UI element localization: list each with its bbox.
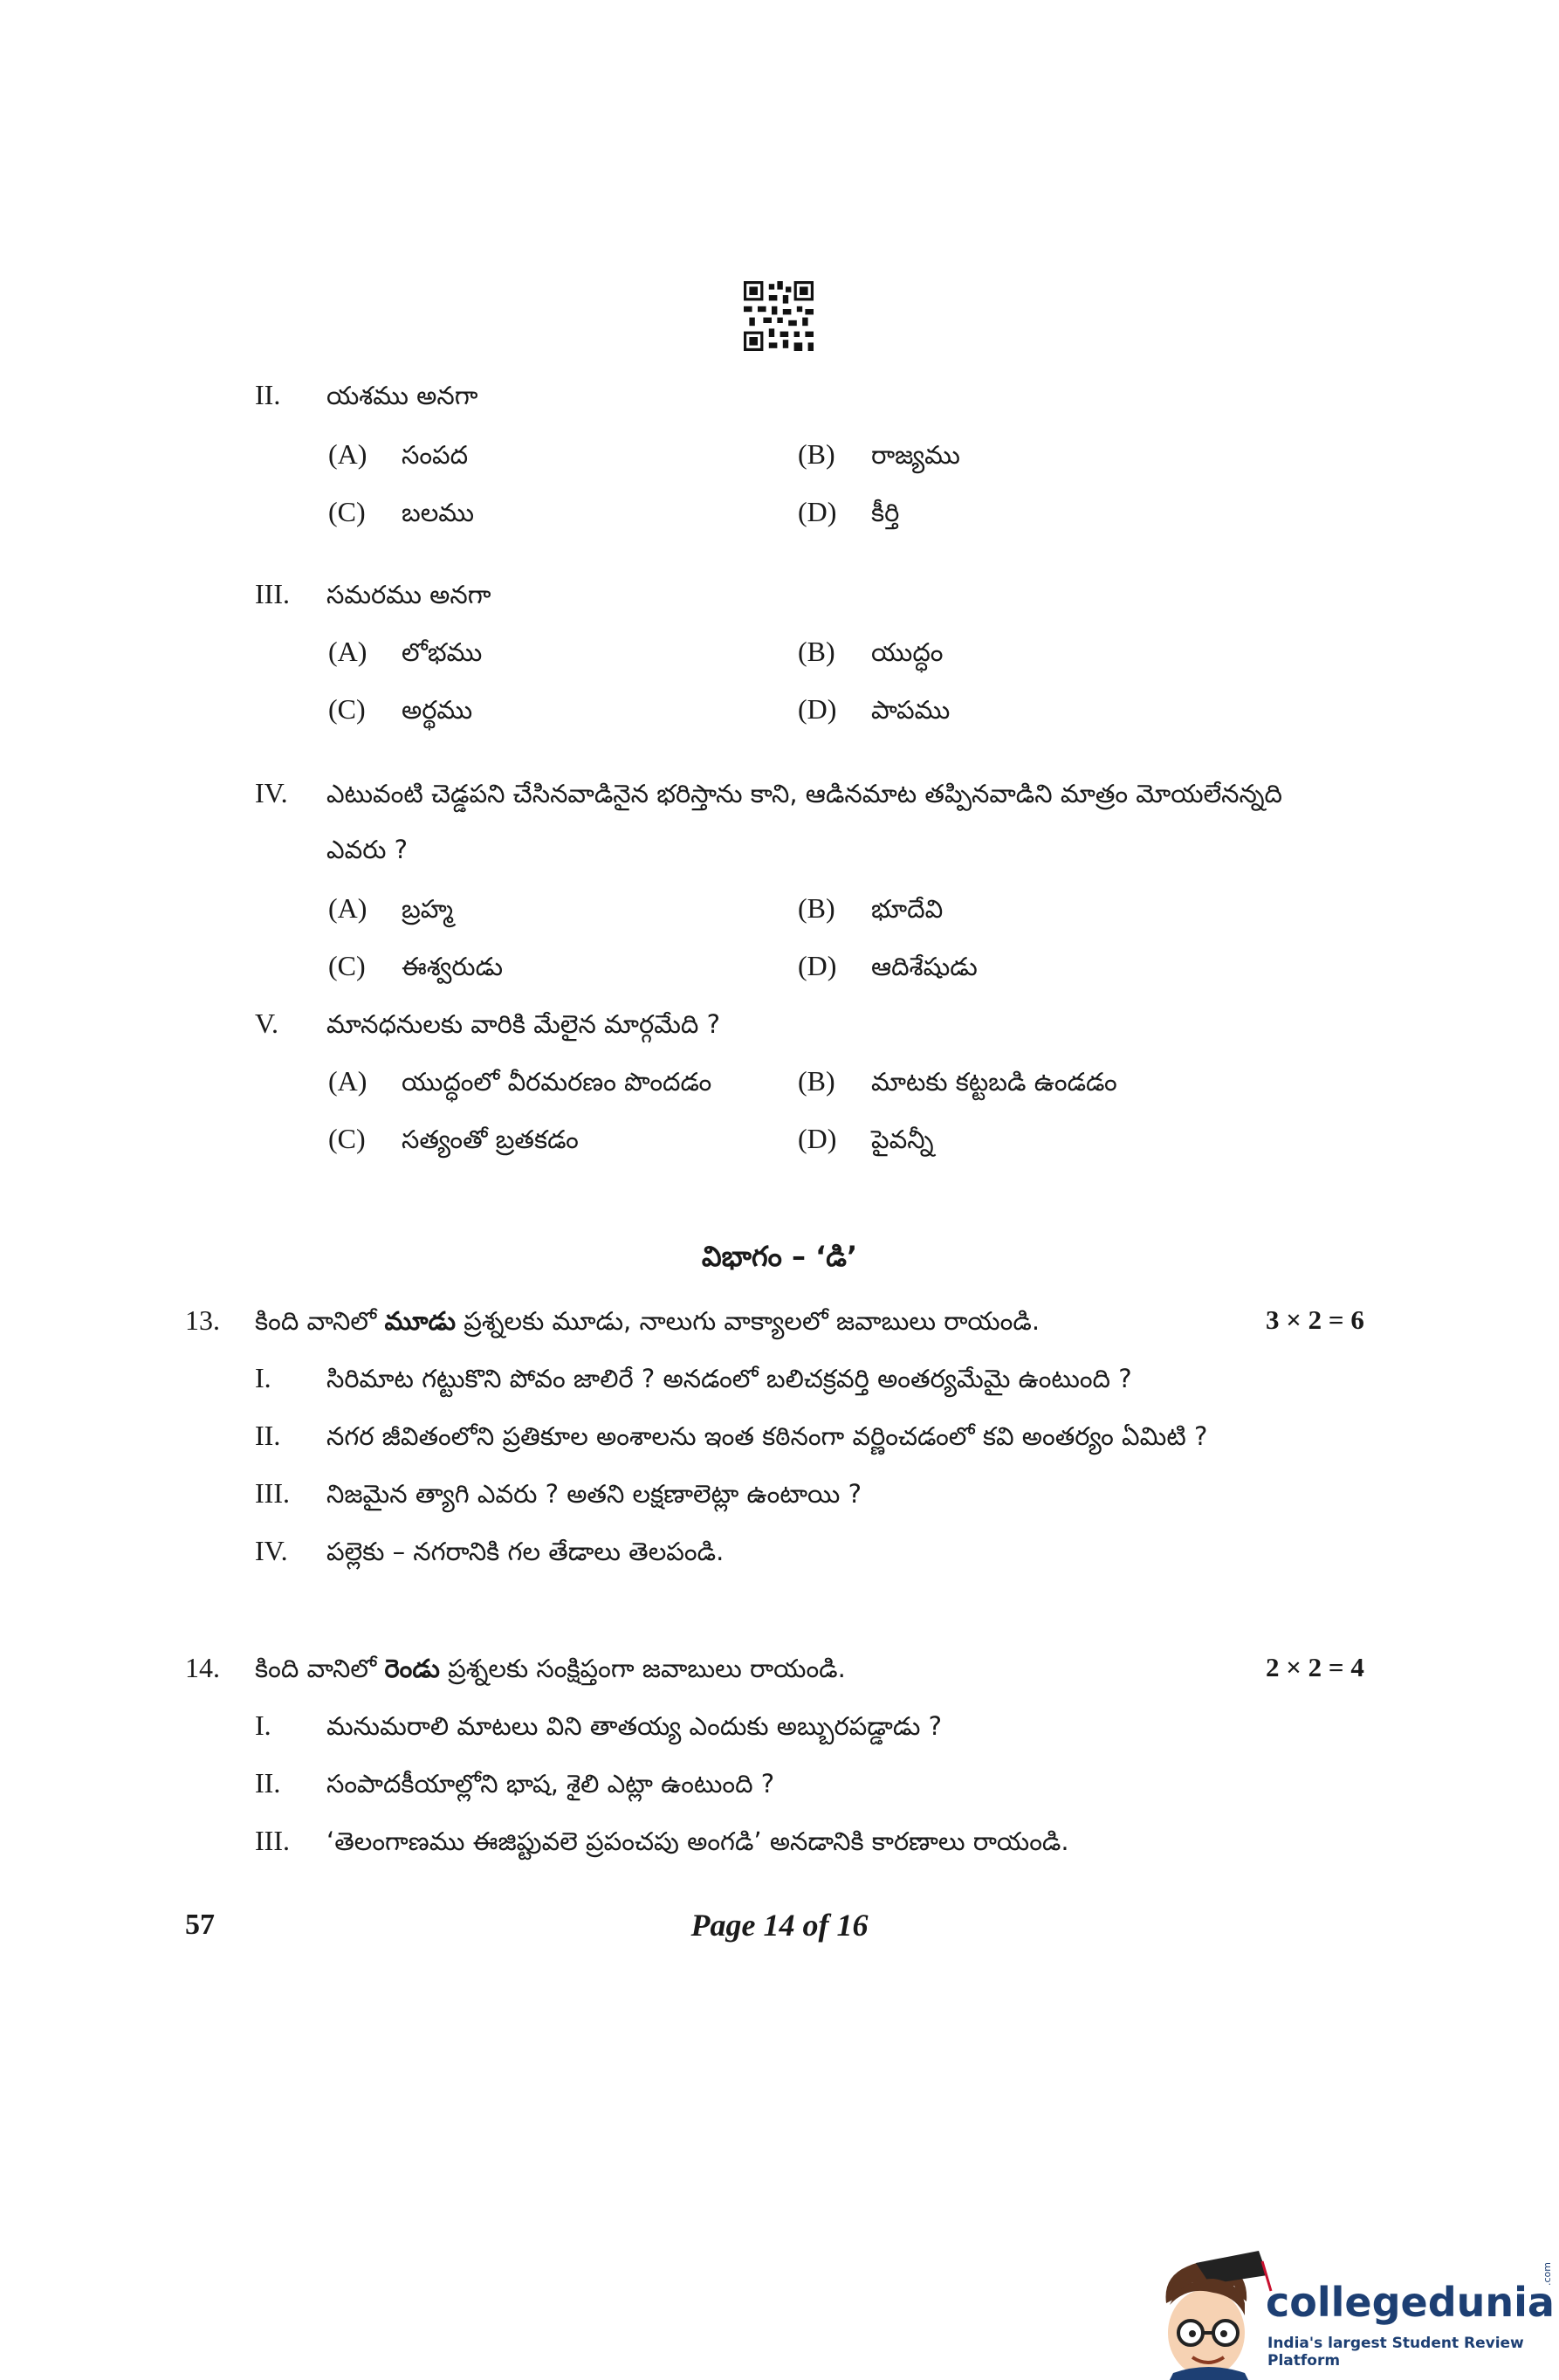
option-label: (A) [328, 1065, 367, 1097]
option-text: రాజ్యము [871, 440, 960, 470]
sub-question-number: I. [255, 1362, 271, 1393]
option-label: (A) [328, 636, 367, 667]
option-label: (C) [328, 1123, 366, 1154]
page-number: Page 14 of 16 [690, 1908, 869, 1943]
option-label: (D) [798, 496, 837, 527]
instruction-count: మూడు [384, 1306, 457, 1336]
logo-tagline: India's largest Student Review Platform [1267, 2335, 1524, 2370]
instruction-count: రెండు [384, 1654, 440, 1683]
option-label: (C) [328, 496, 366, 527]
option-text: లోభము [402, 637, 483, 667]
option-label: (B) [798, 636, 835, 667]
question-number: 13. [185, 1304, 220, 1336]
sub-question-text: సంపాదకీయాల్లోని భాష, శైలి ఎట్లా ఉంటుంది ? [326, 1769, 775, 1799]
question-instruction [255, 1306, 1040, 1343]
question-number: V. [255, 1008, 278, 1039]
option-text: ఈశ్వరుడు [402, 952, 504, 981]
logo-domain: .com [1542, 2262, 1553, 2286]
question-number: IV. [255, 777, 288, 808]
sub-question-number: I. [255, 1709, 271, 1741]
sub-question-number: III. [255, 1825, 290, 1856]
sub-question-text: మనుమరాలి మాటలు విని తాతయ్య ఎందుకు అబ్బురపడ్డాడు ? [326, 1711, 942, 1741]
paper-code: 57 [185, 1909, 215, 1941]
option-text: బ్రహ్మ [402, 894, 454, 924]
sub-question-number: II. [255, 1767, 281, 1799]
instruction-text: కింది వానిలో [255, 1654, 385, 1683]
option-text: భూదేవి [871, 894, 944, 924]
option-text: యుద్ధంలో వీరమరణం పొందడం [402, 1067, 712, 1097]
option-text: అర్థము [402, 695, 473, 725]
section-title: విభాగం – ‘డి’ [701, 1240, 858, 1273]
question-text: ఎటువంటి చెడ్డపని చేసినవాడినైన భరిస్తాను కాని, ఆడినమాట తప్పినవాడిని మాత్రం మోయలేనన్నది [326, 779, 1282, 808]
option-label: (D) [798, 1123, 837, 1154]
sub-question-number: II. [255, 1420, 281, 1451]
question-number: 14. [185, 1652, 220, 1683]
instruction-text: ప్రశ్నలకు మూడు, నాలుగు వాక్యాలలో జవాబులు రాయండి. [456, 1306, 1040, 1336]
marks-label: 3 × 2 = 6 [1266, 1304, 1364, 1335]
sub-question-number: III. [255, 1477, 290, 1509]
marks-label: 2 × 2 = 4 [1266, 1652, 1364, 1682]
question-number: II. [255, 379, 281, 410]
sub-question-text: నగర జీవితంలోని ప్రతికూల అంశాలను ఇంత కఠినంగా వర్ణించడంలో కవి అంతర్యం ఏమిటి ? [326, 1421, 1208, 1451]
option-label: (A) [328, 438, 367, 470]
sub-question-text: పల్లెకు – నగరానికి గల తేడాలు తెలపండి. [326, 1537, 725, 1566]
option-label: (D) [798, 950, 837, 981]
sub-question-text: నిజమైన త్యాగి ఎవరు ? అతని లక్షణాలెట్లా ఉంటాయి ? [326, 1479, 862, 1509]
sub-question-number: IV. [255, 1535, 288, 1566]
option-label: (B) [798, 892, 835, 924]
question-text: మానధనులకు వారికి మేలైన మార్గమేది ? [326, 1009, 720, 1039]
option-label: (B) [798, 1065, 835, 1097]
logo-wordmark: collegedunia [1266, 2279, 1555, 2326]
question-instruction [255, 1654, 846, 1690]
option-label: (C) [328, 950, 366, 981]
question-text-continued: ఎవరు ? [326, 835, 409, 864]
instruction-text: కింది వానిలో [255, 1306, 385, 1336]
option-label: (A) [328, 892, 367, 924]
instruction-text: ప్రశ్నలకు సంక్షిప్తంగా జవాబులు రాయండి. [439, 1654, 846, 1683]
option-label: (B) [798, 438, 835, 470]
question-number: III. [255, 578, 290, 609]
option-text: సత్యంతో బ్రతకడం [402, 1125, 579, 1154]
option-text: సంపద [402, 440, 469, 470]
qr-code [744, 281, 814, 351]
option-text: యుద్ధం [871, 637, 944, 667]
option-text: మాటకు కట్టబడి ఉండడం [871, 1067, 1117, 1097]
option-label: (C) [328, 693, 366, 725]
question-text: సమరము అనగా [326, 580, 491, 609]
option-text: ఆదిశేషుడు [871, 952, 978, 981]
sub-question-text: సిరిమాట గట్టుకొని పోవం జాలిరే ? అనడంలో బలిచక్రవర్తి అంతర్యమేమై ఉంటుంది ? [326, 1364, 1132, 1393]
option-text: బలము [402, 498, 475, 527]
question-text: యశము అనగా [326, 381, 478, 410]
option-text: పాపము [871, 695, 951, 725]
sub-question-text: ‘తెలంగాణము ఈజిప్టువలె ప్రపంచపు అంగడి’ అనడానికి కారణాలు రాయండి. [326, 1826, 1069, 1856]
option-text: పైవన్నీ [871, 1125, 934, 1154]
option-text: కీర్తి [871, 498, 900, 527]
option-label: (D) [798, 693, 837, 725]
